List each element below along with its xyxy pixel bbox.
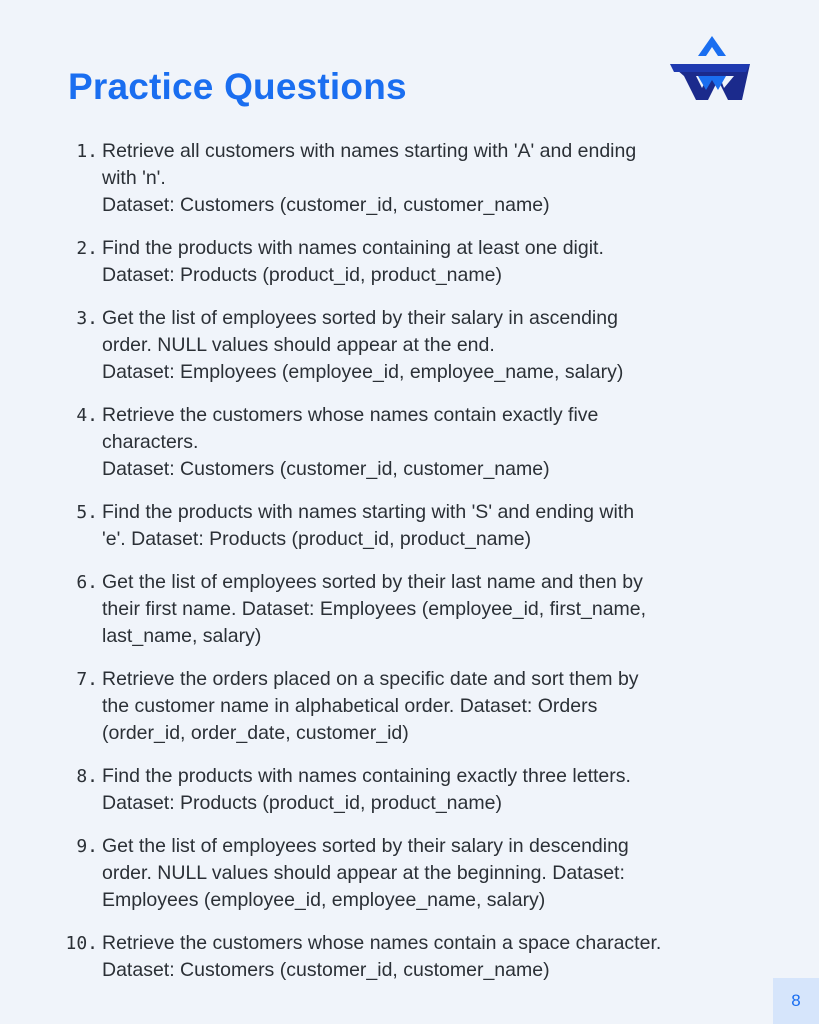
questions-list — [52, 138, 762, 1000]
question-number: 9. — [76, 836, 98, 857]
question-line: Dataset: Customers (customer_id, customer_name) — [102, 194, 550, 216]
question-line: 'e'. Dataset: Products (product_id, product_name) — [102, 528, 532, 550]
question-number: 1. — [76, 141, 98, 162]
question-line: Employees (employee_id, employee_name, salary) — [102, 889, 546, 911]
question-line: with 'n'. — [102, 167, 166, 189]
question-text — [102, 235, 762, 289]
question-text — [102, 138, 762, 219]
question-number: 6. — [76, 572, 98, 593]
question-number: 3. — [76, 308, 98, 329]
question-number: 7. — [76, 669, 98, 690]
question-line: Get the list of employees sorted by their salary in ascending — [102, 307, 618, 329]
question-line: (order_id, order_date, customer_id) — [102, 722, 409, 744]
question-line: their first name. Dataset: Employees (employee_id, first_name, — [102, 598, 647, 620]
question-number: 2. — [76, 238, 98, 259]
question-line: Find the products with names starting with 'S' and ending with — [102, 501, 635, 523]
question-text — [102, 833, 762, 914]
question-line: last_name, salary) — [102, 625, 262, 647]
question-line: Retrieve the customers whose names contain a space character. — [102, 932, 662, 954]
question-item — [52, 235, 762, 289]
question-item — [52, 763, 762, 817]
question-number: 5. — [76, 502, 98, 523]
question-line: Dataset: Products (product_id, product_name) — [102, 264, 502, 286]
question-line: order. NULL values should appear at the beginning. Dataset: — [102, 862, 625, 884]
question-line: Retrieve all customers with names starting with 'A' and ending — [102, 140, 637, 162]
question-text — [102, 763, 762, 817]
question-line: Get the list of employees sorted by their last name and then by — [102, 571, 643, 593]
question-line: Dataset: Products (product_id, product_name) — [102, 792, 502, 814]
question-line: order. NULL values should appear at the end. — [102, 334, 495, 356]
question-line: Retrieve the orders placed on a specific date and sort them by — [102, 668, 639, 690]
question-item — [52, 666, 762, 747]
question-line: Retrieve the customers whose names contain exactly five — [102, 404, 599, 426]
question-item — [52, 569, 762, 650]
question-item — [52, 402, 762, 483]
question-number: 8. — [76, 766, 98, 787]
question-number: 10. — [65, 933, 98, 954]
question-line: the customer name in alphabetical order. Dataset: Orders — [102, 695, 598, 717]
question-text — [102, 930, 762, 984]
question-line: Find the products with names containing at least one digit. — [102, 237, 604, 259]
question-text — [102, 569, 762, 650]
question-item — [52, 499, 762, 553]
question-text — [102, 305, 762, 386]
page-number: 8 — [773, 978, 819, 1024]
question-line: Dataset: Employees (employee_id, employee_name, salary) — [102, 361, 624, 383]
question-text — [102, 402, 762, 483]
question-line: Dataset: Customers (customer_id, customer_name) — [102, 959, 550, 981]
question-number: 4. — [76, 405, 98, 426]
question-item — [52, 138, 762, 219]
question-line: Dataset: Customers (customer_id, customer_name) — [102, 458, 550, 480]
brand-logo-icon — [668, 34, 752, 102]
question-line: Get the list of employees sorted by their salary in descending — [102, 835, 629, 857]
page-title: Practice Questions — [68, 66, 407, 107]
question-text — [102, 499, 762, 553]
question-text — [102, 666, 762, 747]
question-line: Find the products with names containing exactly three letters. — [102, 765, 631, 787]
question-line: characters. — [102, 431, 199, 453]
question-item — [52, 305, 762, 386]
question-item — [52, 833, 762, 914]
question-item — [52, 930, 762, 984]
